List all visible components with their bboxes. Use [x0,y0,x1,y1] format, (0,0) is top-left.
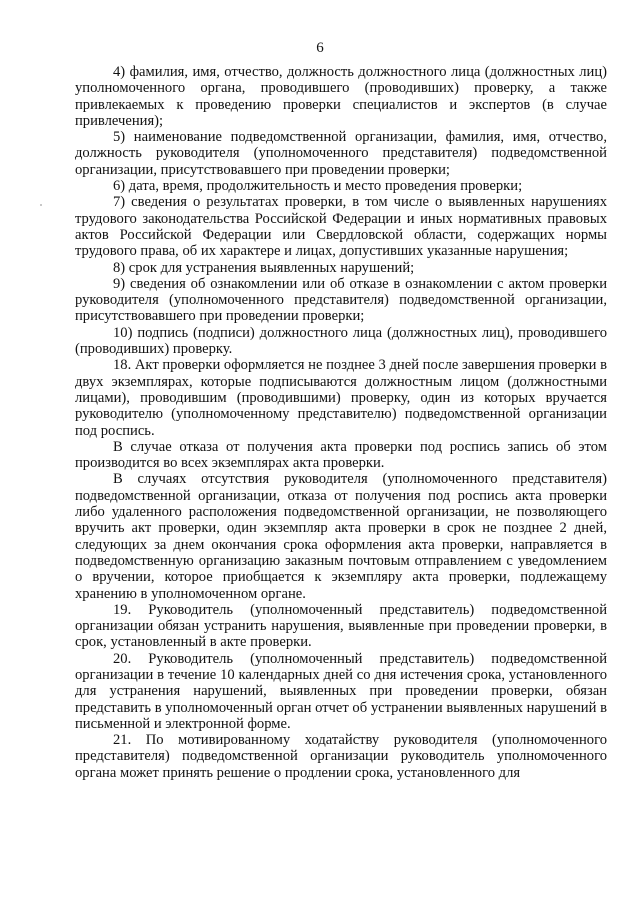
clause-18-refusal-paragraph: В случае отказа от получения акта проверки под роспись запись об этом производится во всех экземплярах акта проверки. [75,438,607,472]
list-item-4: 4) фамилия, имя, отчество, должность должностного лица (должностных лиц) уполномоченного органа, проводившего (проводивших) проверку, а также привлекаемых к проведению проверки специалистов и экспертов (в случае привлечения); [75,64,607,129]
scan-speck [40,204,42,206]
document-body [75,64,607,781]
page-number: 6 [316,40,324,56]
clause-21: 21. По мотивированному ходатайству руководителя (уполномоченного представителя) подведомственной организации руководитель уполномоченного органа может принять решение о продлении срока, установленного для [75,732,607,781]
list-item-5: 5) наименование подведомственной организации, фамилия, имя, отчество, должность руководителя (уполномоченного представителя) подведомственной организации, присутствовавшего при проведении проверки; [75,129,607,178]
list-item-7: 7) сведения о результатах проверки, в том числе о выявленных нарушениях трудового законодательства Российской Федерации и иных нормативных правовых актов Российской Федерации или Свердловской области, содержащих нормы трудового права, об их характере и лицах, допустивших указанные нарушения; [75,194,607,260]
list-item-8: 8) срок для устранения выявленных нарушений; [113,259,415,276]
list-item-6: 6) дата, время, продолжительность и место проведения проверки; [113,178,523,195]
clause-19: 19. Руководитель (уполномоченный представитель) подведомственной организации обязан устранить нарушения, выявленные при проведении проверки, в срок, установленный в акте проверки. [75,601,607,651]
list-item-9: 9) сведения об ознакомлении или об отказе в ознакомлении с актом проверки руководителя (уполномоченного представителя) подведомственной организации, присутствовавшего при проведении проверки; [75,275,607,325]
list-item-10: 10) подпись (подписи) должностного лица (должностных лиц), проводившего (проводивших) проверку. [75,324,607,358]
clause-18-absence-paragraph: В случаях отсутствия руководителя (уполномоченного представителя) подведомственной организации, отказа от получения под роспись акта проверки либо удаленного расположения подведомственной организации, не позволяющего вручить акт проверки, один экземпляр акта проверки в срок не позднее 2 дней, следующих за днем окончания срока оформления акта проверки, направляется в подведомственную организацию заказным почтовым отправлением с уведомлением о вручении, которое приобщается к экземпляру акта проверки, подлежащему хранению в уполномоченном органе. [75,471,607,602]
clause-18: 18. Акт проверки оформляется не позднее 3 дней после завершения проверки в двух экземплярах, которые подписываются должностным лицом (должностными лицами), проводившим (проводившими) проверку, один из которых вручается руководителю (уполномоченному представителю) подведомственной организации под роспись. [75,357,607,439]
clause-20: 20. Руководитель (уполномоченный представитель) подведомственной организации в течение 10 календарных дней со дня истечения срока, установленного для устранения нарушений, выявленных при проведении проверки, обязан представить в уполномоченный орган отчет об устранении выявленных нарушений в письменной и электронной форме. [75,650,607,732]
